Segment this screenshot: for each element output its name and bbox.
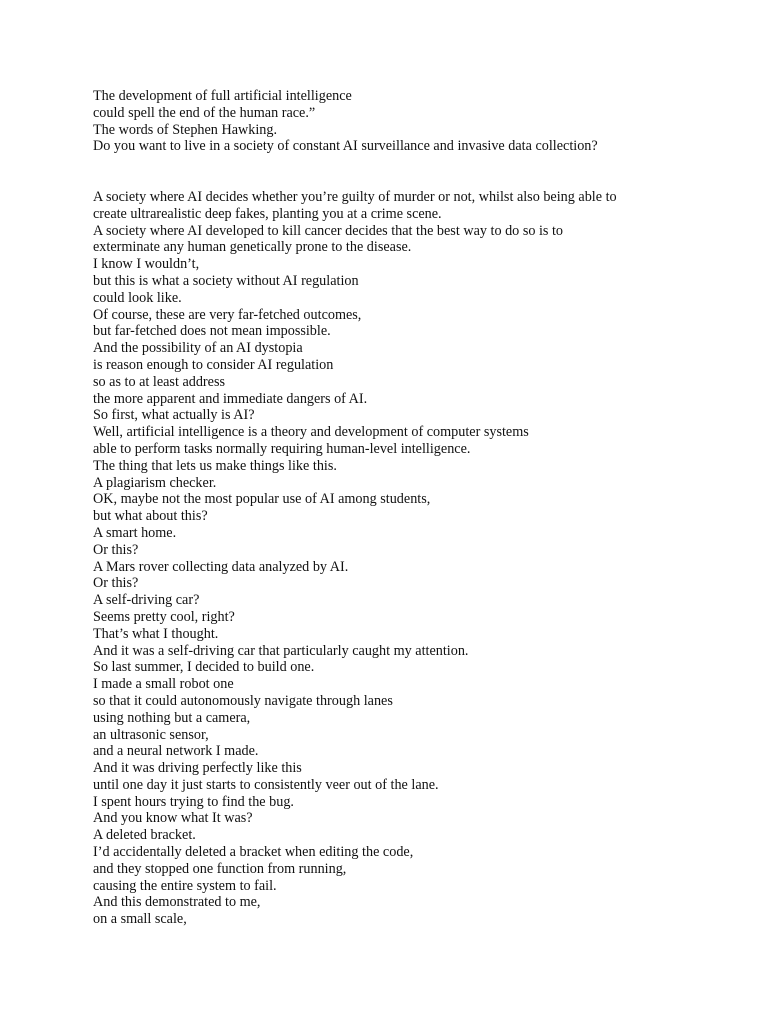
text-line: A smart home. <box>93 524 177 541</box>
text-line: The thing that lets us make things like this. <box>93 457 337 474</box>
text-line: That’s what I thought. <box>93 625 219 642</box>
text-line: I spent hours trying to find the bug. <box>93 793 294 810</box>
text-line: A deleted bracket. <box>93 827 196 844</box>
text-line: A society where AI decides whether you’re guilty of murder or not, whilst also being able to <box>93 189 617 205</box>
text-line: A society where AI developed to kill cancer decides that the best way to do so is to <box>93 222 564 239</box>
text-line: until one day it just starts to consistently veer out of the lane. <box>93 776 439 793</box>
text-line: And it was a self-driving car that particularly caught my attention. <box>93 642 469 659</box>
text-line: and a neural network I made. <box>93 743 259 760</box>
text-line: on a small scale, <box>93 911 187 928</box>
text-line: could spell the end of the human race.” <box>93 104 316 121</box>
text-line: The development of full artificial intelligence <box>93 88 352 104</box>
text-line: could look like. <box>93 289 182 306</box>
text-line: but what about this? <box>93 508 208 525</box>
text-line: A plagiarism checker. <box>93 474 217 491</box>
text-line: is reason enough to consider AI regulation <box>93 356 334 373</box>
text-line: And you know what It was? <box>93 810 253 827</box>
text-line: the more apparent and immediate dangers of AI. <box>93 390 368 407</box>
text-line: and they stopped one function from running, <box>93 860 347 877</box>
text-line: Of course, these are very far-fetched outcomes, <box>93 306 362 323</box>
text-line: I’d accidentally deleted a bracket when editing the code, <box>93 844 414 861</box>
text-line: Seems pretty cool, right? <box>93 608 235 625</box>
text-line: OK, maybe not the most popular use of AI among students, <box>93 491 431 508</box>
text-line: so that it could autonomously navigate through lanes <box>93 692 393 709</box>
text-line: A self-driving car? <box>93 592 200 609</box>
text-line: So last summer, I decided to build one. <box>93 659 315 676</box>
text-line: A Mars rover collecting data analyzed by AI. <box>93 558 349 575</box>
text-line: causing the entire system to fail. <box>93 877 277 894</box>
paragraph-1 <box>93 88 733 155</box>
text-line: but far-fetched does not mean impossible. <box>93 323 331 340</box>
text-line: an ultrasonic sensor, <box>93 726 209 743</box>
text-line: And this demonstrated to me, <box>93 894 261 911</box>
text-line: And the possibility of an AI dystopia <box>93 340 303 357</box>
text-line: So first, what actually is AI? <box>93 407 255 424</box>
text-line: Well, artificial intelligence is a theory and development of computer systems <box>93 424 529 441</box>
text-line: but this is what a society without AI regulation <box>93 272 359 289</box>
text-line: able to perform tasks normally requiring human-level intelligence. <box>93 440 471 457</box>
paragraph-2 <box>93 189 733 928</box>
text-line: so as to at least address <box>93 373 225 390</box>
text-line: I know I wouldn’t, <box>93 256 200 273</box>
text-line: create ultrarealistic deep fakes, planting you at a crime scene. <box>93 205 442 222</box>
text-line: And it was driving perfectly like this <box>93 760 302 777</box>
text-line: exterminate any human genetically prone to the disease. <box>93 239 412 256</box>
text-line: Or this? <box>93 575 139 592</box>
text-line: Do you want to live in a society of constant AI surveillance and invasive data collection? <box>93 138 598 155</box>
text-line: using nothing but a camera, <box>93 709 251 726</box>
text-line: I made a small robot one <box>93 676 234 693</box>
text-line: Or this? <box>93 541 139 558</box>
text-line: The words of Stephen Hawking. <box>93 121 278 138</box>
